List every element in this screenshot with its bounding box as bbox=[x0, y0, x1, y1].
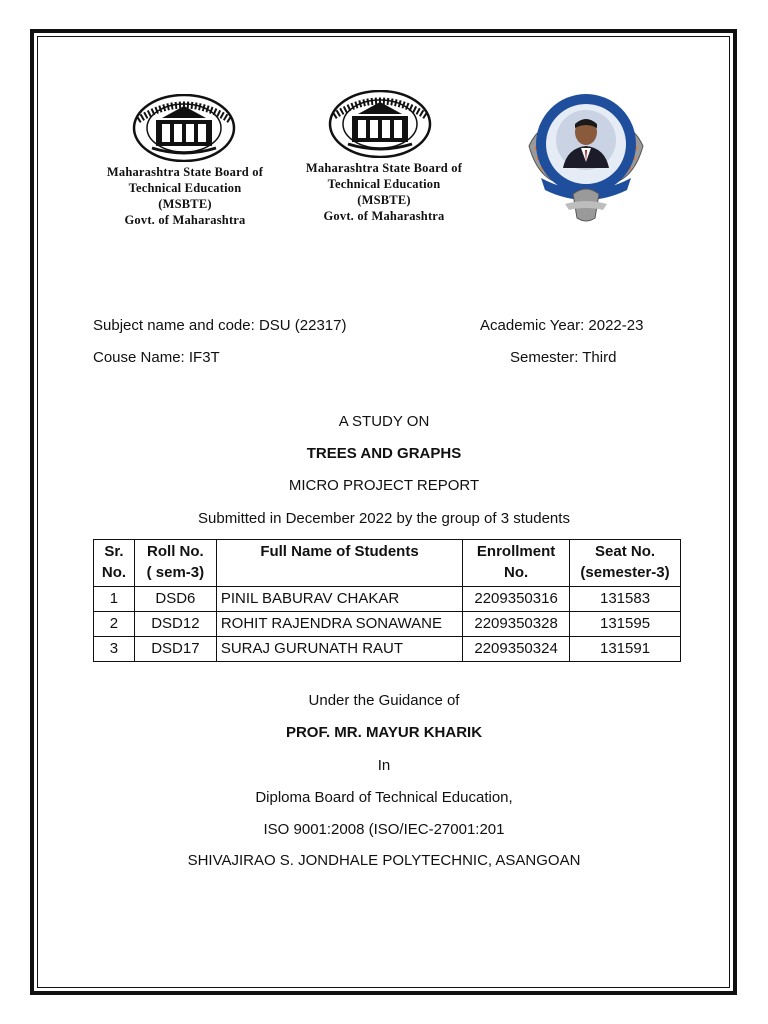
cell-enrollment-no: 2209350316 bbox=[463, 587, 570, 612]
cell-seat-no: 131595 bbox=[570, 612, 681, 637]
table-row bbox=[94, 587, 681, 612]
caption-line: Technical Education bbox=[128, 181, 242, 195]
logo-caption bbox=[293, 160, 475, 224]
board-line: Diploma Board of Technical Education, bbox=[255, 789, 513, 806]
report-type: MICRO PROJECT REPORT bbox=[288, 477, 480, 494]
course-name: Couse Name: IF3T bbox=[93, 349, 220, 366]
cell-sr-no: 2 bbox=[94, 612, 135, 637]
cell-roll-no: DSD17 bbox=[134, 637, 216, 662]
msbte-logo bbox=[132, 94, 236, 162]
caption-line: (MSBTE) bbox=[158, 197, 212, 211]
institute-name: SHIVAJIRAO S. JONDHALE POLYTECHNIC, ASANGOAN bbox=[187, 852, 581, 869]
header-full-name bbox=[216, 540, 462, 587]
header-line: No. bbox=[504, 564, 529, 581]
academic-year: Academic Year: 2022-23 bbox=[480, 317, 644, 334]
header-sr-no bbox=[94, 540, 135, 587]
caption-line: (MSBTE) bbox=[357, 193, 411, 207]
header-line: Full Name of Students bbox=[260, 543, 419, 560]
table-row bbox=[94, 612, 681, 637]
header-line: Seat No. bbox=[595, 543, 656, 560]
header-roll-no bbox=[134, 540, 216, 587]
header-line: Sr. bbox=[104, 543, 124, 560]
report-topic: TREES AND GRAPHS bbox=[306, 445, 462, 462]
study-on: A STUDY ON bbox=[338, 413, 430, 430]
submission-note: Submitted in December 2022 by the group of 3 students bbox=[198, 510, 570, 527]
cell-roll-no: DSD6 bbox=[134, 587, 216, 612]
header-seat-no bbox=[570, 540, 681, 587]
cell-full-name: SURAJ GURUNATH RAUT bbox=[216, 637, 462, 662]
cell-enrollment-no: 2209350324 bbox=[463, 637, 570, 662]
msbte-logo bbox=[327, 90, 433, 158]
cell-roll-no: DSD12 bbox=[134, 612, 216, 637]
iso-line: ISO 9001:2008 (ISO/IEC-27001:201 bbox=[263, 821, 505, 838]
logo-caption bbox=[96, 164, 274, 228]
header-line: ( sem-3) bbox=[146, 564, 205, 581]
caption-line: Maharashtra State Board of bbox=[106, 165, 264, 179]
header-line: No. bbox=[101, 564, 127, 581]
cell-enrollment-no: 2209350328 bbox=[463, 612, 570, 637]
table-row bbox=[94, 637, 681, 662]
header-line: Enrollment bbox=[476, 543, 556, 560]
cell-seat-no: 131583 bbox=[570, 587, 681, 612]
caption-line: Maharashtra State Board of bbox=[305, 161, 463, 175]
students-table bbox=[93, 539, 681, 662]
cell-full-name: ROHIT RAJENDRA SONAWANE bbox=[216, 612, 462, 637]
guidance-line: Under the Guidance of bbox=[308, 692, 460, 709]
caption-line: Technical Education bbox=[327, 177, 441, 191]
header-enrollment-no bbox=[463, 540, 570, 587]
table-header-row bbox=[94, 540, 681, 587]
vighnaharta-trust-logo bbox=[525, 86, 647, 226]
semester: Semester: Third bbox=[510, 349, 617, 366]
caption-line: Govt. of Maharashtra bbox=[323, 209, 445, 223]
in-line: In bbox=[377, 757, 391, 774]
cell-sr-no: 3 bbox=[94, 637, 135, 662]
cell-sr-no: 1 bbox=[94, 587, 135, 612]
caption-line: Govt. of Maharashtra bbox=[124, 213, 246, 227]
cell-seat-no: 131591 bbox=[570, 637, 681, 662]
header-line: Roll No. bbox=[147, 543, 204, 560]
guide-name: PROF. MR. MAYUR KHARIK bbox=[285, 724, 483, 741]
subject-name-code: Subject name and code: DSU (22317) bbox=[93, 317, 347, 334]
cell-full-name: PINIL BABURAV CHAKAR bbox=[216, 587, 462, 612]
header-line: (semester-3) bbox=[580, 564, 670, 581]
